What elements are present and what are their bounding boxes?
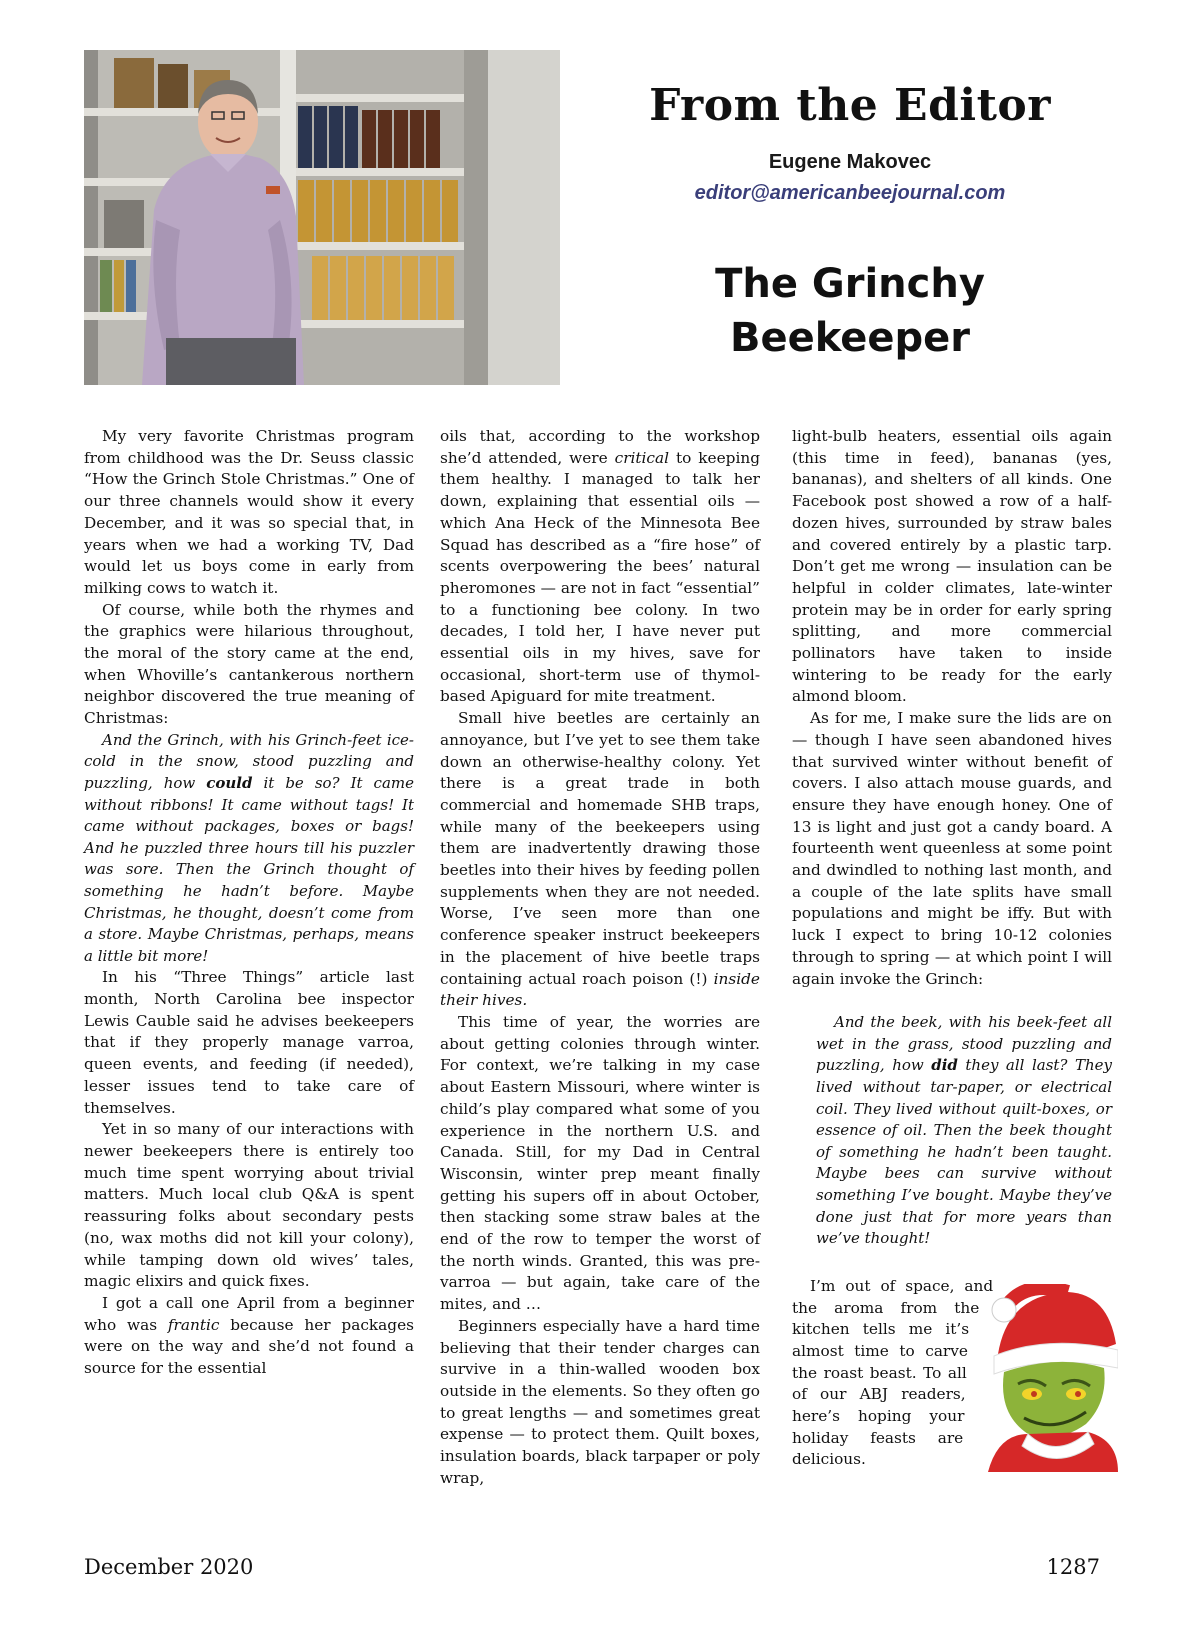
quote-text: it be so? It came without ribbons! It came without tags! It came without packages, boxes or bags! And he puzzled three hours till his puzzler was sore. Then the Grinch thought of something he hadn’t before. Maybe Christmas, he thought, doesn’t come from a store. Maybe Christmas, perhaps, means a little bit more! [84, 774, 415, 965]
issue-date: December 2020 [84, 1555, 254, 1579]
author-name: Eugene Makovec [768, 151, 932, 173]
editor-photo [84, 50, 560, 385]
paragraph: light-bulb heaters, essential oils again (this time in feed), bananas (yes, bananas), and shelters of all kinds. One Facebook post showed a row of a half-dozen hives, surrounded by straw bales and covered entirely by a plastic tarp. Don’t get me wrong — insulation can be helpful in colder climates, late-winter protein may be in order for early spring splitting, and more commercial pollinators have taken to inside wintering to be ready for the early almond bloom. [792, 427, 1112, 706]
paragraph: My very favorite Christmas program from childhood was the Dr. Seuss classic “How the Grinch Stole Christmas.” One of our three channels would show it every December, and it was so special that, in years when we had a working TV, Dad would let us boys come in early from milking cows to watch it. [84, 427, 414, 597]
paragraph-emphasis: critical [614, 448, 670, 467]
paragraph: In his “Three Things” article last month, North Carolina bee inspector Lewis Cauble said he advises beekeepers that if they properly manage varroa, queen events, and feeding (if needed), lesser issues tend to take care of themselves. [84, 968, 414, 1117]
page-number: 1287 [1046, 1555, 1100, 1579]
paragraph-emphasis: frantic [167, 1315, 220, 1334]
quote-text: And the Grinch, with his Grinch-feet ice-cold in the snow, stood puzzling and puzzling, how [84, 730, 414, 793]
paragraph: As for me, I make sure the lids are on — though I have seen abandoned hives that survived winter without benefit of covers. I also attach mouse guards, and ensure they have enough honey. One of 13 is light and just got a candy board. A fourteenth went queenless at some point and dwindled to nothing last month, and a couple of the late splits have small populations and might be iffy. But with luck I expect to bring 10-12 colonies through to spring — at which point I will again invoke the Grinch: [792, 709, 1112, 988]
paragraph: I’m out of space, and the aroma from the kitchen tells me it’s almost time to carve the roast beast. To all of our ABJ readers, here’s hoping your holiday feasts are delicious. [792, 1276, 994, 1469]
grinch-santa-hat-icon [968, 1284, 1118, 1472]
paragraph [440, 708, 760, 1012]
quote-text: And the beek, with his beek-feet all wet in the grass, stood puzzling and puzzling, how [816, 1013, 1112, 1075]
paragraph-text: oils that, according to the workshop she’d attended, were [440, 427, 760, 467]
paragraph [84, 1293, 414, 1380]
quote-emphasis: did [931, 1056, 958, 1075]
text-column-2 [440, 426, 760, 1489]
article-title [600, 257, 1100, 365]
text-column-1 [84, 426, 414, 1380]
paragraph: Of course, while both the rhymes and the graphics were hilarious throughout, the moral of the story came at the end, when Whoville’s cantankerous northern neighbor discovered the true meaning of Christmas: [84, 600, 414, 728]
article-title-line2: Beekeeper [729, 315, 971, 361]
text-column-3 [792, 426, 1112, 1472]
paragraph: Beginners especially have a hard time believing that their tender charges can survive in a thin-walled wooden box outside in the elements. So they often go to great lengths — and sometimes great expense — to protect them. Quilt boxes, insulation boards, black tarpaper or poly wrap, [440, 1316, 760, 1487]
paragraph-emphasis: inside their hives. [440, 969, 760, 1010]
quote-emphasis: could [206, 774, 253, 793]
editor-portrait-icon [84, 50, 560, 385]
author-email-link[interactable]: editor@americanbeejournal.com [694, 182, 1006, 204]
article-header [600, 80, 1100, 365]
paragraph [440, 426, 760, 708]
quote-text: they all last? They lived without tar-paper, or electrical coil. They lived without quilt-boxes, or essence of oil. Then the beek thought of something he hadn’t been taught. Maybe bees can survive without something I’ve bought. Maybe they’ve done just that for more years than we’ve thought! [816, 1056, 1112, 1248]
paragraph-text: to keeping them healthy. I managed to talk her down, explaining that essential oils — which Ana Heck of the Minnesota Bee Squad has described as a “fire hose” of scents overpowering the bees’ natural pheromones — are not in fact “essential” to a functioning bee colony. In two decades, I told her, I have never put essential oils in my hives, save for occasional, short-term use of thymol-based Apiguard for mite treatment. [440, 448, 760, 706]
paragraph-text: I got a call one April from a beginner who was [84, 1293, 414, 1334]
article-title-line1: The Grinchy [715, 261, 985, 307]
grinch-quote [84, 730, 414, 968]
paragraph: Yet in so many of our interactions with newer beekeepers there is entirely too much time spent worrying about trivial matters. Much local club Q&A is spent reassuring folks about secondary pests (no, wax moths did not kill your colony), while tamping down old wives’ tales, magic elixirs and quick fixes. [84, 1120, 414, 1291]
paragraph-text: Small hive beetles are certainly an annoyance, but I’ve yet to see them take down an otherwise-healthy colony. Yet there is a great trade in both commercial and homemade SHB traps, while many of the beekeepers using them are inadvertently drawing those beetles into their hives by feeding pollen supplements when they are not needed. Worse, I’ve seen more than one conference speaker instruct beekeepers in the placement of hive beetle traps containing actual roach poison (!) [440, 709, 760, 988]
beek-quote [816, 1012, 1112, 1250]
paragraph: This time of year, the worries are about getting colonies through winter. For context, we’re talking in my case about Eastern Missouri, where winter is child’s play compared what some of you experience in the northern U.S. and Canada. Still, for my Dad in Central Wisconsin, winter prep meant finally getting his supers off in about October, then stacking some straw bales at the end of the row to temper the worst of the north winds. Granted, this was pre-varroa — but again, take care of the mites, and … [440, 1012, 760, 1314]
department-heading: From the Editor [649, 80, 1051, 131]
paragraph-text: because her packages were on the way and she’d not found a source for the essential [84, 1315, 414, 1378]
